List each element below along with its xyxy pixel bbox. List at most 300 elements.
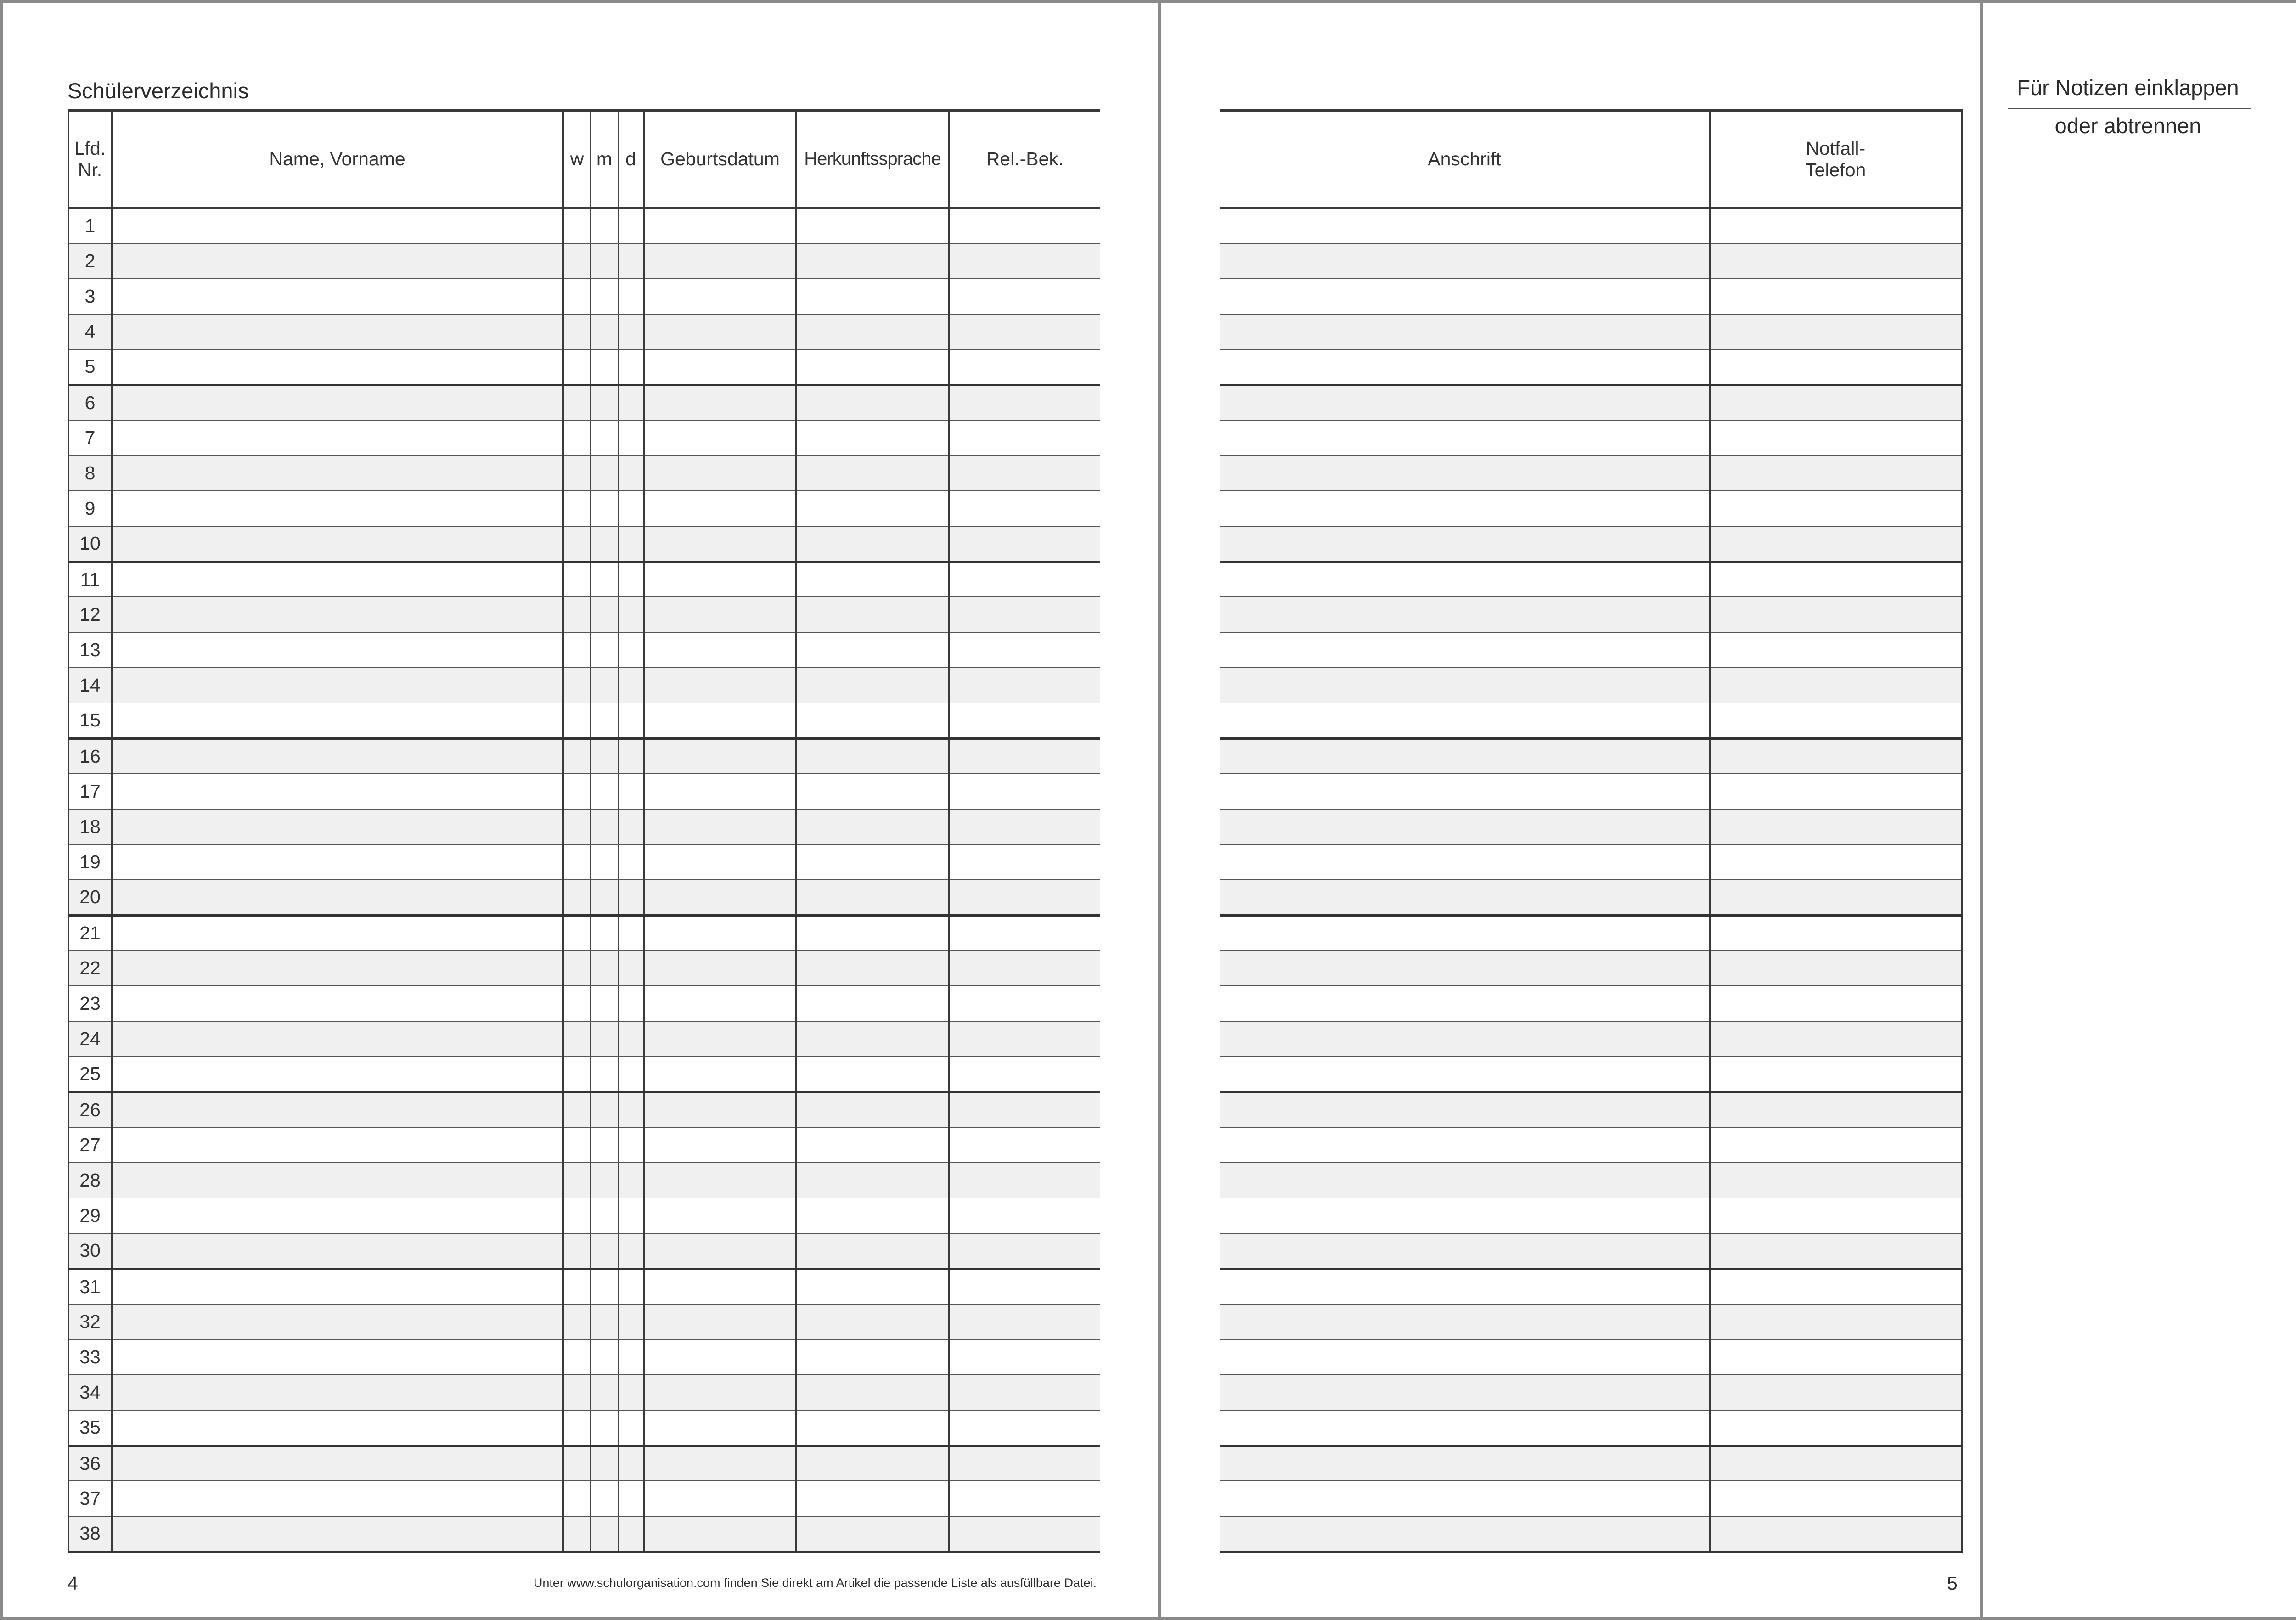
d-cell[interactable]	[618, 1410, 644, 1446]
m-cell[interactable]	[591, 1481, 618, 1516]
address-cell[interactable]	[1220, 1304, 1710, 1339]
m-cell[interactable]	[591, 208, 618, 243]
name-cell[interactable]	[112, 208, 563, 243]
phone-cell[interactable]	[1710, 491, 1962, 526]
address-cell[interactable]	[1220, 1021, 1710, 1057]
language-cell[interactable]	[796, 597, 949, 632]
language-cell[interactable]	[796, 526, 949, 562]
phone-cell[interactable]	[1710, 880, 1962, 915]
name-cell[interactable]	[112, 880, 563, 915]
language-cell[interactable]	[796, 1481, 949, 1516]
phone-cell[interactable]	[1710, 1304, 1962, 1339]
d-cell[interactable]	[618, 951, 644, 986]
name-cell[interactable]	[112, 844, 563, 880]
d-cell[interactable]	[618, 1127, 644, 1163]
d-cell[interactable]	[618, 1269, 644, 1304]
religion-cell[interactable]	[949, 951, 1100, 986]
d-cell[interactable]	[618, 597, 644, 632]
w-cell[interactable]	[563, 562, 591, 597]
name-cell[interactable]	[112, 1233, 563, 1269]
birthdate-cell[interactable]	[644, 385, 796, 420]
language-cell[interactable]	[796, 951, 949, 986]
religion-cell[interactable]	[949, 243, 1100, 279]
religion-cell[interactable]	[949, 1304, 1100, 1339]
address-cell[interactable]	[1220, 986, 1710, 1021]
language-cell[interactable]	[796, 1516, 949, 1552]
d-cell[interactable]	[618, 562, 644, 597]
m-cell[interactable]	[591, 809, 618, 844]
religion-cell[interactable]	[949, 420, 1100, 456]
w-cell[interactable]	[563, 632, 591, 668]
religion-cell[interactable]	[949, 1375, 1100, 1410]
name-cell[interactable]	[112, 632, 563, 668]
w-cell[interactable]	[563, 880, 591, 915]
d-cell[interactable]	[618, 1446, 644, 1481]
d-cell[interactable]	[618, 314, 644, 349]
address-cell[interactable]	[1220, 456, 1710, 491]
w-cell[interactable]	[563, 774, 591, 809]
address-cell[interactable]	[1220, 1092, 1710, 1127]
birthdate-cell[interactable]	[644, 1127, 796, 1163]
phone-cell[interactable]	[1710, 279, 1962, 314]
name-cell[interactable]	[112, 915, 563, 951]
w-cell[interactable]	[563, 314, 591, 349]
w-cell[interactable]	[563, 597, 591, 632]
phone-cell[interactable]	[1710, 1446, 1962, 1481]
d-cell[interactable]	[618, 1021, 644, 1057]
m-cell[interactable]	[591, 1446, 618, 1481]
w-cell[interactable]	[563, 1339, 591, 1375]
address-cell[interactable]	[1220, 1446, 1710, 1481]
birthdate-cell[interactable]	[644, 243, 796, 279]
w-cell[interactable]	[563, 279, 591, 314]
name-cell[interactable]	[112, 1269, 563, 1304]
language-cell[interactable]	[796, 915, 949, 951]
d-cell[interactable]	[618, 738, 644, 774]
w-cell[interactable]	[563, 809, 591, 844]
phone-cell[interactable]	[1710, 703, 1962, 738]
language-cell[interactable]	[796, 456, 949, 491]
d-cell[interactable]	[618, 880, 644, 915]
birthdate-cell[interactable]	[644, 526, 796, 562]
address-cell[interactable]	[1220, 668, 1710, 703]
name-cell[interactable]	[112, 738, 563, 774]
address-cell[interactable]	[1220, 774, 1710, 809]
address-cell[interactable]	[1220, 597, 1710, 632]
m-cell[interactable]	[591, 526, 618, 562]
phone-cell[interactable]	[1710, 597, 1962, 632]
language-cell[interactable]	[796, 1410, 949, 1446]
religion-cell[interactable]	[949, 562, 1100, 597]
religion-cell[interactable]	[949, 880, 1100, 915]
birthdate-cell[interactable]	[644, 491, 796, 526]
religion-cell[interactable]	[949, 1233, 1100, 1269]
w-cell[interactable]	[563, 1198, 591, 1233]
m-cell[interactable]	[591, 1516, 618, 1552]
name-cell[interactable]	[112, 1092, 563, 1127]
m-cell[interactable]	[591, 1127, 618, 1163]
d-cell[interactable]	[618, 1304, 644, 1339]
address-cell[interactable]	[1220, 703, 1710, 738]
name-cell[interactable]	[112, 1446, 563, 1481]
m-cell[interactable]	[591, 1233, 618, 1269]
religion-cell[interactable]	[949, 349, 1100, 385]
language-cell[interactable]	[796, 1233, 949, 1269]
phone-cell[interactable]	[1710, 526, 1962, 562]
language-cell[interactable]	[796, 668, 949, 703]
d-cell[interactable]	[618, 526, 644, 562]
d-cell[interactable]	[618, 986, 644, 1021]
religion-cell[interactable]	[949, 1127, 1100, 1163]
birthdate-cell[interactable]	[644, 456, 796, 491]
language-cell[interactable]	[796, 1446, 949, 1481]
phone-cell[interactable]	[1710, 243, 1962, 279]
phone-cell[interactable]	[1710, 456, 1962, 491]
m-cell[interactable]	[591, 420, 618, 456]
name-cell[interactable]	[112, 986, 563, 1021]
religion-cell[interactable]	[949, 526, 1100, 562]
address-cell[interactable]	[1220, 314, 1710, 349]
name-cell[interactable]	[112, 703, 563, 738]
d-cell[interactable]	[618, 703, 644, 738]
w-cell[interactable]	[563, 951, 591, 986]
m-cell[interactable]	[591, 491, 618, 526]
religion-cell[interactable]	[949, 1092, 1100, 1127]
d-cell[interactable]	[618, 420, 644, 456]
w-cell[interactable]	[563, 243, 591, 279]
phone-cell[interactable]	[1710, 951, 1962, 986]
m-cell[interactable]	[591, 385, 618, 420]
d-cell[interactable]	[618, 668, 644, 703]
birthdate-cell[interactable]	[644, 1304, 796, 1339]
phone-cell[interactable]	[1710, 1233, 1962, 1269]
birthdate-cell[interactable]	[644, 809, 796, 844]
d-cell[interactable]	[618, 844, 644, 880]
d-cell[interactable]	[618, 915, 644, 951]
language-cell[interactable]	[796, 1021, 949, 1057]
phone-cell[interactable]	[1710, 915, 1962, 951]
language-cell[interactable]	[796, 279, 949, 314]
phone-cell[interactable]	[1710, 1375, 1962, 1410]
phone-cell[interactable]	[1710, 668, 1962, 703]
phone-cell[interactable]	[1710, 632, 1962, 668]
birthdate-cell[interactable]	[644, 703, 796, 738]
phone-cell[interactable]	[1710, 1481, 1962, 1516]
name-cell[interactable]	[112, 1304, 563, 1339]
w-cell[interactable]	[563, 1092, 591, 1127]
m-cell[interactable]	[591, 349, 618, 385]
phone-cell[interactable]	[1710, 349, 1962, 385]
d-cell[interactable]	[618, 774, 644, 809]
m-cell[interactable]	[591, 1092, 618, 1127]
name-cell[interactable]	[112, 1516, 563, 1552]
phone-cell[interactable]	[1710, 738, 1962, 774]
language-cell[interactable]	[796, 1304, 949, 1339]
religion-cell[interactable]	[949, 809, 1100, 844]
m-cell[interactable]	[591, 1375, 618, 1410]
m-cell[interactable]	[591, 738, 618, 774]
m-cell[interactable]	[591, 279, 618, 314]
birthdate-cell[interactable]	[644, 1163, 796, 1198]
name-cell[interactable]	[112, 774, 563, 809]
phone-cell[interactable]	[1710, 1021, 1962, 1057]
address-cell[interactable]	[1220, 1127, 1710, 1163]
w-cell[interactable]	[563, 349, 591, 385]
birthdate-cell[interactable]	[644, 279, 796, 314]
m-cell[interactable]	[591, 1198, 618, 1233]
address-cell[interactable]	[1220, 951, 1710, 986]
name-cell[interactable]	[112, 491, 563, 526]
d-cell[interactable]	[618, 491, 644, 526]
phone-cell[interactable]	[1710, 1198, 1962, 1233]
religion-cell[interactable]	[949, 279, 1100, 314]
w-cell[interactable]	[563, 1446, 591, 1481]
birthdate-cell[interactable]	[644, 349, 796, 385]
phone-cell[interactable]	[1710, 1127, 1962, 1163]
address-cell[interactable]	[1220, 1339, 1710, 1375]
address-cell[interactable]	[1220, 880, 1710, 915]
d-cell[interactable]	[618, 1375, 644, 1410]
w-cell[interactable]	[563, 1516, 591, 1552]
d-cell[interactable]	[618, 1057, 644, 1092]
d-cell[interactable]	[618, 809, 644, 844]
religion-cell[interactable]	[949, 986, 1100, 1021]
w-cell[interactable]	[563, 1410, 591, 1446]
phone-cell[interactable]	[1710, 562, 1962, 597]
language-cell[interactable]	[796, 703, 949, 738]
phone-cell[interactable]	[1710, 844, 1962, 880]
language-cell[interactable]	[796, 1375, 949, 1410]
name-cell[interactable]	[112, 279, 563, 314]
w-cell[interactable]	[563, 986, 591, 1021]
religion-cell[interactable]	[949, 1269, 1100, 1304]
address-cell[interactable]	[1220, 1198, 1710, 1233]
birthdate-cell[interactable]	[644, 1516, 796, 1552]
birthdate-cell[interactable]	[644, 1446, 796, 1481]
w-cell[interactable]	[563, 1269, 591, 1304]
m-cell[interactable]	[591, 1304, 618, 1339]
w-cell[interactable]	[563, 668, 591, 703]
phone-cell[interactable]	[1710, 1057, 1962, 1092]
phone-cell[interactable]	[1710, 1339, 1962, 1375]
w-cell[interactable]	[563, 1481, 591, 1516]
language-cell[interactable]	[796, 1163, 949, 1198]
w-cell[interactable]	[563, 526, 591, 562]
birthdate-cell[interactable]	[644, 880, 796, 915]
religion-cell[interactable]	[949, 1198, 1100, 1233]
religion-cell[interactable]	[949, 844, 1100, 880]
m-cell[interactable]	[591, 597, 618, 632]
w-cell[interactable]	[563, 738, 591, 774]
religion-cell[interactable]	[949, 1339, 1100, 1375]
address-cell[interactable]	[1220, 349, 1710, 385]
language-cell[interactable]	[796, 1092, 949, 1127]
birthdate-cell[interactable]	[644, 1198, 796, 1233]
birthdate-cell[interactable]	[644, 1481, 796, 1516]
birthdate-cell[interactable]	[644, 1092, 796, 1127]
birthdate-cell[interactable]	[644, 1339, 796, 1375]
birthdate-cell[interactable]	[644, 986, 796, 1021]
religion-cell[interactable]	[949, 208, 1100, 243]
phone-cell[interactable]	[1710, 1516, 1962, 1552]
w-cell[interactable]	[563, 915, 591, 951]
phone-cell[interactable]	[1710, 1092, 1962, 1127]
language-cell[interactable]	[796, 738, 949, 774]
language-cell[interactable]	[796, 1127, 949, 1163]
birthdate-cell[interactable]	[644, 208, 796, 243]
m-cell[interactable]	[591, 668, 618, 703]
religion-cell[interactable]	[949, 668, 1100, 703]
w-cell[interactable]	[563, 456, 591, 491]
m-cell[interactable]	[591, 632, 618, 668]
religion-cell[interactable]	[949, 774, 1100, 809]
phone-cell[interactable]	[1710, 1410, 1962, 1446]
address-cell[interactable]	[1220, 1057, 1710, 1092]
birthdate-cell[interactable]	[644, 738, 796, 774]
birthdate-cell[interactable]	[644, 951, 796, 986]
w-cell[interactable]	[563, 1163, 591, 1198]
name-cell[interactable]	[112, 385, 563, 420]
d-cell[interactable]	[618, 1516, 644, 1552]
language-cell[interactable]	[796, 314, 949, 349]
religion-cell[interactable]	[949, 915, 1100, 951]
address-cell[interactable]	[1220, 1163, 1710, 1198]
language-cell[interactable]	[796, 1339, 949, 1375]
name-cell[interactable]	[112, 1410, 563, 1446]
w-cell[interactable]	[563, 385, 591, 420]
d-cell[interactable]	[618, 1092, 644, 1127]
d-cell[interactable]	[618, 1198, 644, 1233]
w-cell[interactable]	[563, 703, 591, 738]
name-cell[interactable]	[112, 314, 563, 349]
d-cell[interactable]	[618, 1481, 644, 1516]
religion-cell[interactable]	[949, 738, 1100, 774]
m-cell[interactable]	[591, 774, 618, 809]
name-cell[interactable]	[112, 1339, 563, 1375]
birthdate-cell[interactable]	[644, 420, 796, 456]
d-cell[interactable]	[618, 385, 644, 420]
name-cell[interactable]	[112, 1163, 563, 1198]
language-cell[interactable]	[796, 1269, 949, 1304]
religion-cell[interactable]	[949, 456, 1100, 491]
name-cell[interactable]	[112, 562, 563, 597]
d-cell[interactable]	[618, 1163, 644, 1198]
m-cell[interactable]	[591, 1339, 618, 1375]
birthdate-cell[interactable]	[644, 668, 796, 703]
d-cell[interactable]	[618, 1233, 644, 1269]
address-cell[interactable]	[1220, 491, 1710, 526]
language-cell[interactable]	[796, 1057, 949, 1092]
d-cell[interactable]	[618, 243, 644, 279]
religion-cell[interactable]	[949, 1410, 1100, 1446]
d-cell[interactable]	[618, 1339, 644, 1375]
phone-cell[interactable]	[1710, 208, 1962, 243]
phone-cell[interactable]	[1710, 1269, 1962, 1304]
religion-cell[interactable]	[949, 1446, 1100, 1481]
language-cell[interactable]	[796, 562, 949, 597]
w-cell[interactable]	[563, 1304, 591, 1339]
language-cell[interactable]	[796, 844, 949, 880]
name-cell[interactable]	[112, 951, 563, 986]
m-cell[interactable]	[591, 951, 618, 986]
name-cell[interactable]	[112, 1198, 563, 1233]
language-cell[interactable]	[796, 491, 949, 526]
w-cell[interactable]	[563, 1375, 591, 1410]
address-cell[interactable]	[1220, 208, 1710, 243]
address-cell[interactable]	[1220, 279, 1710, 314]
birthdate-cell[interactable]	[644, 314, 796, 349]
m-cell[interactable]	[591, 703, 618, 738]
d-cell[interactable]	[618, 456, 644, 491]
w-cell[interactable]	[563, 1233, 591, 1269]
language-cell[interactable]	[796, 774, 949, 809]
language-cell[interactable]	[796, 208, 949, 243]
address-cell[interactable]	[1220, 1481, 1710, 1516]
m-cell[interactable]	[591, 456, 618, 491]
name-cell[interactable]	[112, 668, 563, 703]
address-cell[interactable]	[1220, 1516, 1710, 1552]
m-cell[interactable]	[591, 314, 618, 349]
name-cell[interactable]	[112, 420, 563, 456]
name-cell[interactable]	[112, 1127, 563, 1163]
w-cell[interactable]	[563, 1127, 591, 1163]
name-cell[interactable]	[112, 597, 563, 632]
address-cell[interactable]	[1220, 809, 1710, 844]
phone-cell[interactable]	[1710, 314, 1962, 349]
address-cell[interactable]	[1220, 420, 1710, 456]
religion-cell[interactable]	[949, 632, 1100, 668]
phone-cell[interactable]	[1710, 420, 1962, 456]
m-cell[interactable]	[591, 880, 618, 915]
name-cell[interactable]	[112, 349, 563, 385]
d-cell[interactable]	[618, 208, 644, 243]
name-cell[interactable]	[112, 1021, 563, 1057]
language-cell[interactable]	[796, 420, 949, 456]
name-cell[interactable]	[112, 1375, 563, 1410]
w-cell[interactable]	[563, 1057, 591, 1092]
address-cell[interactable]	[1220, 385, 1710, 420]
address-cell[interactable]	[1220, 526, 1710, 562]
religion-cell[interactable]	[949, 1057, 1100, 1092]
name-cell[interactable]	[112, 456, 563, 491]
birthdate-cell[interactable]	[644, 1057, 796, 1092]
religion-cell[interactable]	[949, 385, 1100, 420]
birthdate-cell[interactable]	[644, 1410, 796, 1446]
m-cell[interactable]	[591, 915, 618, 951]
religion-cell[interactable]	[949, 491, 1100, 526]
religion-cell[interactable]	[949, 1021, 1100, 1057]
name-cell[interactable]	[112, 1057, 563, 1092]
m-cell[interactable]	[591, 1269, 618, 1304]
phone-cell[interactable]	[1710, 774, 1962, 809]
language-cell[interactable]	[796, 809, 949, 844]
address-cell[interactable]	[1220, 1233, 1710, 1269]
address-cell[interactable]	[1220, 844, 1710, 880]
name-cell[interactable]	[112, 1481, 563, 1516]
w-cell[interactable]	[563, 844, 591, 880]
m-cell[interactable]	[591, 562, 618, 597]
name-cell[interactable]	[112, 243, 563, 279]
birthdate-cell[interactable]	[644, 632, 796, 668]
birthdate-cell[interactable]	[644, 597, 796, 632]
address-cell[interactable]	[1220, 1410, 1710, 1446]
religion-cell[interactable]	[949, 1481, 1100, 1516]
name-cell[interactable]	[112, 809, 563, 844]
address-cell[interactable]	[1220, 738, 1710, 774]
address-cell[interactable]	[1220, 915, 1710, 951]
w-cell[interactable]	[563, 1021, 591, 1057]
religion-cell[interactable]	[949, 1163, 1100, 1198]
